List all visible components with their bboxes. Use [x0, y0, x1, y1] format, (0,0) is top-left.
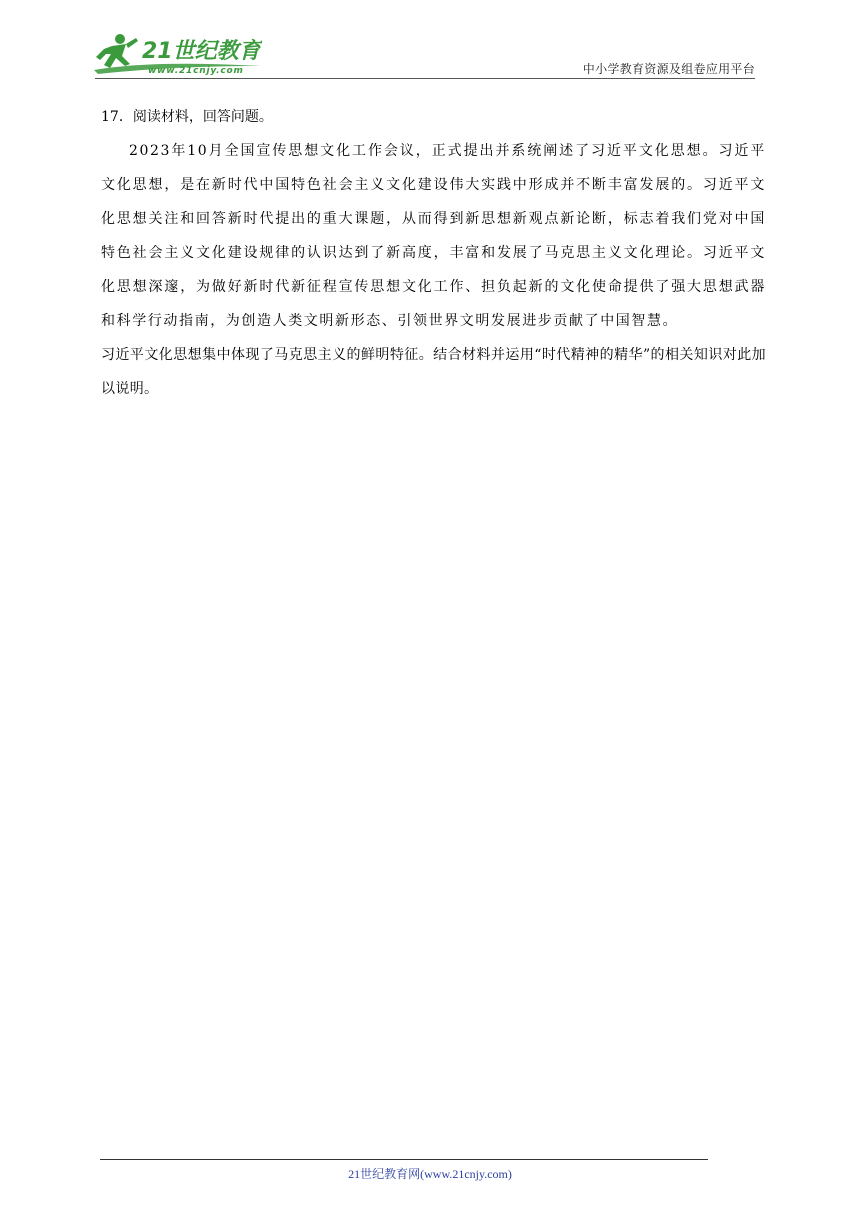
question-title: 阅读材料，回答问题。: [132, 109, 273, 125]
header-tagline: 中小学教育资源及组卷应用平台: [582, 62, 755, 76]
question-number: 17: [101, 109, 119, 125]
site-logo[interactable]: [92, 30, 262, 78]
logo-brand-text: 21世纪教育: [142, 39, 261, 64]
question-material: 2023年10月全国宣传思想文化工作会议，正式提出并系统阐述了习近平文化思想。习近平文化思想，是在新时代中国特色社会主义文化建设伟大实践中形成并不断丰富发展的。习近平文化思想关注和回答新时代提出的重大课题，从而得到新思想新观点新论断，标志着我们党对中国特色社会主义文化建设规律的认识达到了新高度，丰富和发展了马克思主义文化理论。习近平文化思想深邃，为做好新时代新征程宣传思想文化工作、担负起新的文化使命提供了强大思想武器和科学行动指南，为创造人类文明新形态、引领世界文明发展进步贡献了中国智慧。: [101, 143, 766, 329]
logo-url-text: www.21cnjy.com: [148, 66, 244, 76]
question-heading: 17．阅读材料，回答问题。: [101, 109, 273, 125]
header-divider: [95, 78, 755, 79]
question-prompt: 习近平文化思想集中体现了马克思主义的鲜明特征。结合材料并运用“时代精神的精华”的相关知识对此加以说明。: [101, 347, 766, 397]
footer-divider: [100, 1159, 708, 1160]
page-header: [0, 0, 860, 82]
runner-logo-icon: [92, 30, 262, 78]
footer-site-link[interactable]: 21世纪教育网(www.21cnjy.com): [348, 1167, 512, 1181]
question-block: [101, 100, 766, 406]
